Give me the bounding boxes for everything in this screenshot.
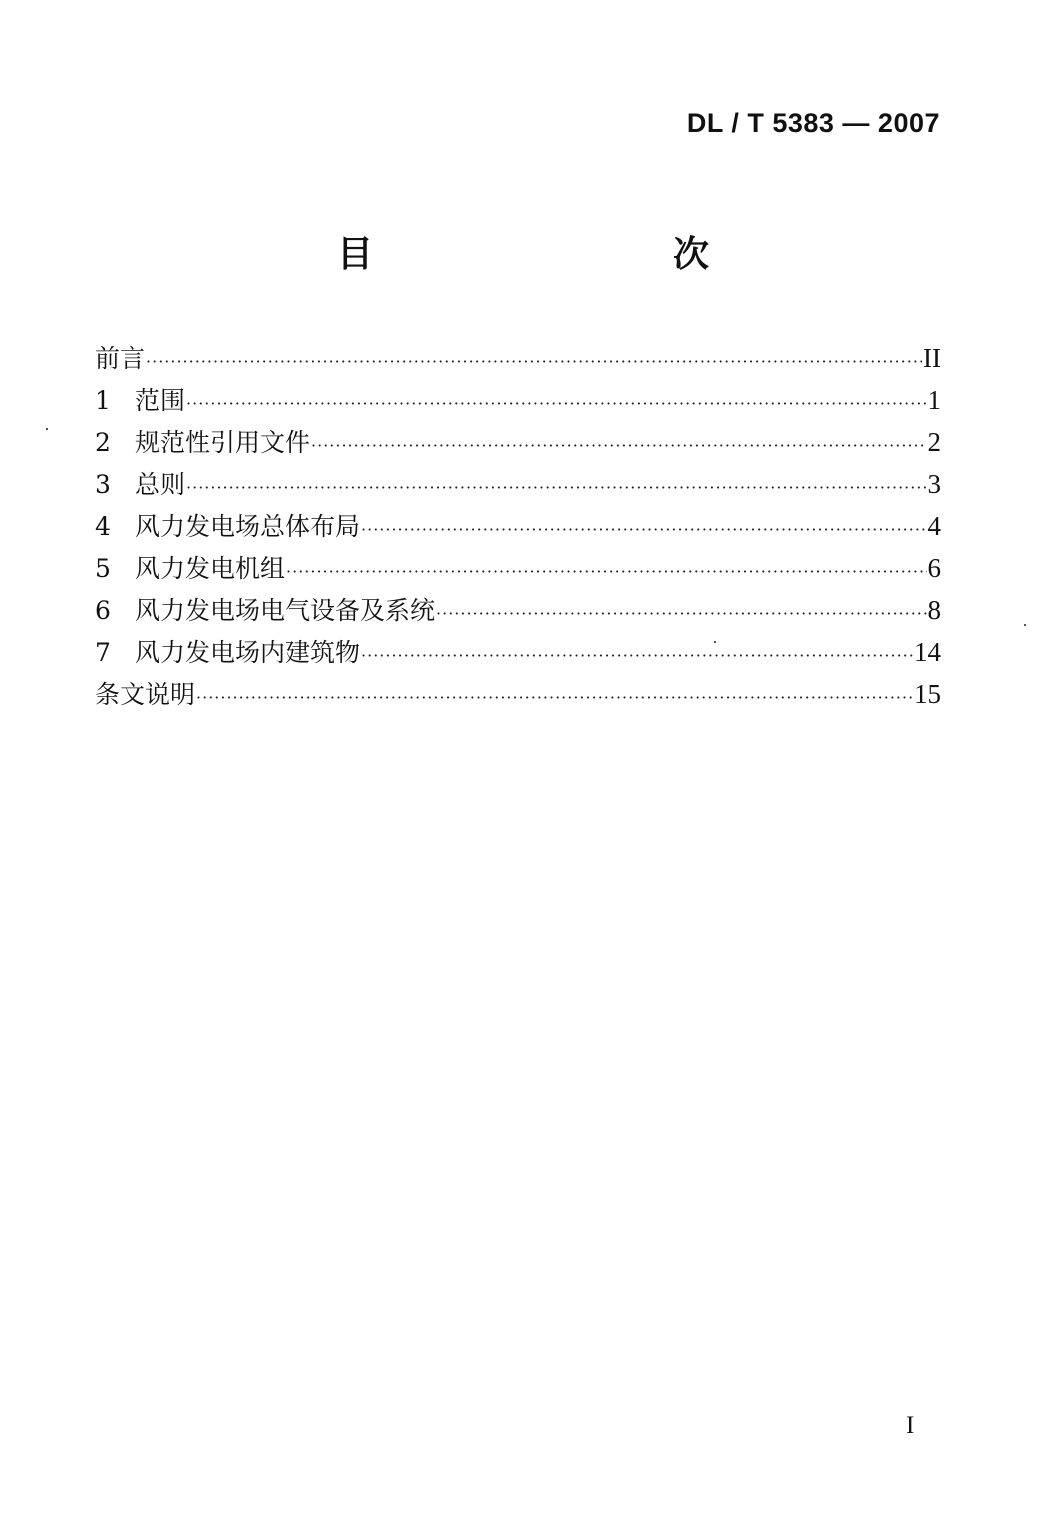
toc-entry-page: 4 [927, 511, 941, 541]
toc-entry-normative-references[interactable] [95, 421, 941, 463]
toc-entry-number: 3 [95, 470, 111, 499]
toc-title: 目 次 [336, 234, 785, 275]
toc-entry-number: 7 [95, 638, 111, 667]
toc-entry-label: 风力发电机组 [135, 554, 286, 583]
toc-entry-page: 3 [927, 469, 941, 499]
toc-entry-foreword[interactable] [95, 337, 941, 379]
toc-entry-number: 4 [95, 512, 111, 541]
toc-entry-explanation-of-provisions[interactable] [95, 673, 941, 715]
toc-entry-number: 1 [95, 386, 111, 415]
scan-speck [714, 641, 716, 643]
toc-entry-label: 范围 [135, 386, 186, 415]
page-number: I [906, 1412, 915, 1439]
dot-leader [286, 551, 926, 593]
toc-entry-label: 条文说明 [95, 680, 196, 709]
toc-entry-page: 15 [914, 679, 941, 709]
toc-entry-number: 6 [95, 596, 111, 625]
dot-leader [311, 425, 926, 467]
toc-entry-number: 5 [95, 554, 111, 583]
toc-entry-page: 14 [914, 637, 941, 667]
toc-entry-label: 风力发电场电气设备及系统 [135, 596, 436, 625]
dot-leader [361, 509, 926, 551]
toc-entry-label: 风力发电场总体布局 [135, 512, 361, 541]
dot-leader [186, 467, 926, 509]
dot-leader [361, 635, 913, 677]
dot-leader [436, 593, 926, 635]
scan-speck [1024, 624, 1026, 626]
toc-entry-overall-layout[interactable] [95, 505, 941, 547]
toc-entry-page: 6 [927, 553, 941, 583]
toc-entry-buildings[interactable] [95, 631, 941, 673]
toc-entry-electrical-systems[interactable] [95, 589, 941, 631]
toc-entry-label: 总则 [135, 470, 186, 499]
standard-code: DL / T 5383 — 2007 [686, 108, 940, 138]
toc-entry-label: 风力发电场内建筑物 [135, 638, 361, 667]
scan-speck [46, 428, 48, 430]
table-of-contents [95, 337, 941, 715]
toc-entry-label: 规范性引用文件 [135, 428, 311, 457]
toc-entry-page: 2 [927, 427, 941, 457]
toc-entry-page: II [923, 343, 941, 373]
toc-entry-scope[interactable] [95, 379, 941, 421]
toc-entry-number: 2 [95, 428, 111, 457]
dot-leader [186, 383, 926, 425]
toc-entry-page: 1 [927, 385, 941, 415]
toc-entry-general[interactable] [95, 463, 941, 505]
toc-entry-page: 8 [927, 595, 941, 625]
toc-entry-label: 前言 [95, 344, 146, 373]
dot-leader [146, 341, 922, 383]
dot-leader [196, 677, 913, 719]
toc-entry-wind-turbines[interactable] [95, 547, 941, 589]
